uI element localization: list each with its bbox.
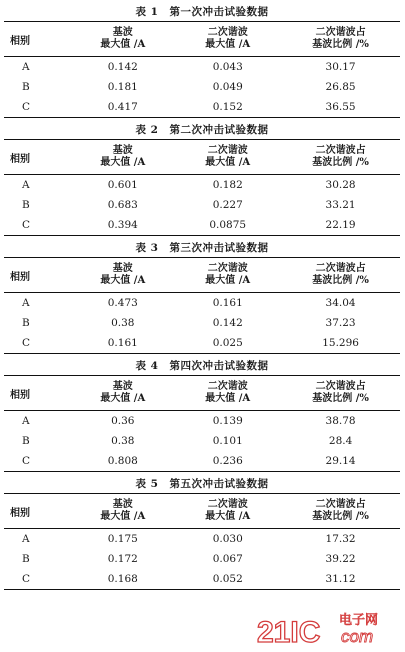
cell-second-harmonic: 0.236 <box>212 455 243 467</box>
table-row <box>4 411 400 432</box>
header-second-harmonic-line2: 最大值 /A <box>205 393 251 404</box>
watermark-logo <box>255 608 401 648</box>
header-second-harmonic-line1: 二次谐波 <box>207 263 248 274</box>
table-row <box>4 451 400 472</box>
watermark-cn: 电子网 <box>339 613 379 628</box>
table-1-block <box>4 3 400 118</box>
cell-second-harmonic: 0.227 <box>212 199 243 211</box>
header-fundamental-line1: 基波 <box>112 145 133 156</box>
watermark-number: 21IC <box>257 616 321 648</box>
header-ratio <box>281 376 400 411</box>
table-row <box>4 215 400 236</box>
header-ratio-line1: 二次谐波占 <box>315 263 366 274</box>
header-fundamental-line2: 最大值 /A <box>100 39 146 50</box>
header-ratio-line2: 基波比例 /% <box>312 157 369 168</box>
cell-second-harmonic: 0.139 <box>212 415 243 427</box>
table-header-row <box>4 258 400 293</box>
header-ratio <box>281 258 400 293</box>
cell-fundamental: 0.601 <box>107 179 138 191</box>
cell-second-harmonic: 0.182 <box>212 179 243 191</box>
cell-phase: B <box>22 317 30 329</box>
header-phase: 相别 <box>10 35 30 47</box>
header-second-harmonic-line2: 最大值 /A <box>205 275 251 286</box>
cell-phase: B <box>22 199 30 211</box>
header-phase: 相别 <box>10 271 30 283</box>
header-fundamental-line2: 最大值 /A <box>100 275 146 286</box>
cell-fundamental: 0.683 <box>107 199 138 211</box>
cell-ratio: 36.55 <box>325 101 356 113</box>
cell-phase: C <box>22 219 31 231</box>
cell-phase: A <box>22 61 30 73</box>
header-second-harmonic-line1: 二次谐波 <box>207 145 248 156</box>
header-ratio-line1: 二次谐波占 <box>315 145 366 156</box>
cell-fundamental: 0.175 <box>107 533 138 545</box>
header-ratio-line2: 基波比例 /% <box>312 511 369 522</box>
cell-ratio: 17.32 <box>325 533 356 545</box>
cell-ratio: 31.12 <box>325 573 356 585</box>
table-header-row <box>4 140 400 175</box>
table-row <box>4 97 400 118</box>
cell-phase: C <box>22 101 31 113</box>
header-second-harmonic-line2: 最大值 /A <box>205 39 251 50</box>
cell-fundamental: 0.181 <box>107 81 138 93</box>
header-ratio-line2: 基波比例 /% <box>312 393 369 404</box>
header-second-harmonic <box>174 258 281 293</box>
cell-ratio: 37.23 <box>325 317 356 329</box>
table-4-caption: 表 4 第四次冲击试验数据 <box>135 360 269 372</box>
cell-ratio: 38.78 <box>325 415 356 427</box>
header-fundamental <box>71 22 174 57</box>
header-ratio <box>281 140 400 175</box>
cell-fundamental: 0.142 <box>107 61 138 73</box>
cell-fundamental: 0.394 <box>107 219 138 231</box>
table-3-caption: 表 3 第三次冲击试验数据 <box>135 242 269 254</box>
table-1-caption: 表 1 第一次冲击试验数据 <box>135 6 269 18</box>
table-2-caption: 表 2 第二次冲击试验数据 <box>135 124 269 136</box>
table-header-row <box>4 22 400 57</box>
table-row <box>4 569 400 590</box>
table-2-block <box>4 121 400 236</box>
cell-phase: A <box>22 179 30 191</box>
header-second-harmonic-line1: 二次谐波 <box>207 381 248 392</box>
watermark-domain: com <box>341 627 374 646</box>
header-fundamental-line1: 基波 <box>112 381 133 392</box>
cell-second-harmonic: 0.030 <box>212 533 243 545</box>
cell-ratio: 30.17 <box>325 61 356 73</box>
header-ratio-line1: 二次谐波占 <box>315 381 366 392</box>
cell-second-harmonic: 0.101 <box>212 435 243 447</box>
table-5-block <box>4 475 400 590</box>
header-ratio-line2: 基波比例 /% <box>312 275 369 286</box>
table-header-row <box>4 494 400 529</box>
header-ratio <box>281 494 400 529</box>
header-ratio-line1: 二次谐波占 <box>315 499 366 510</box>
header-fundamental <box>71 376 174 411</box>
header-fundamental <box>71 140 174 175</box>
cell-phase: C <box>22 337 31 349</box>
table-5-caption: 表 5 第五次冲击试验数据 <box>135 478 269 490</box>
cell-second-harmonic: 0.043 <box>212 61 243 73</box>
cell-fundamental: 0.38 <box>111 317 135 329</box>
cell-ratio: 30.28 <box>325 179 356 191</box>
table-row <box>4 57 400 78</box>
cell-fundamental: 0.161 <box>107 337 138 349</box>
cell-second-harmonic: 0.052 <box>212 573 243 585</box>
cell-phase: A <box>22 415 30 427</box>
table-row <box>4 77 400 97</box>
header-second-harmonic <box>174 22 281 57</box>
table-row <box>4 175 400 196</box>
header-second-harmonic-line2: 最大值 /A <box>205 157 251 168</box>
table-3 <box>4 257 400 354</box>
header-fundamental-line2: 最大值 /A <box>100 511 146 522</box>
header-fundamental <box>71 258 174 293</box>
header-fundamental <box>71 494 174 529</box>
cell-fundamental: 0.36 <box>111 415 135 427</box>
table-3-block <box>4 239 400 354</box>
table-1 <box>4 21 400 118</box>
cell-second-harmonic: 0.161 <box>212 297 243 309</box>
cell-fundamental: 0.808 <box>107 455 138 467</box>
table-4-block <box>4 357 400 472</box>
cell-second-harmonic: 0.025 <box>212 337 243 349</box>
cell-ratio: 29.14 <box>325 455 356 467</box>
cell-second-harmonic: 0.142 <box>212 317 243 329</box>
header-second-harmonic <box>174 494 281 529</box>
cell-ratio: 34.04 <box>325 297 356 309</box>
table-4 <box>4 375 400 472</box>
cell-ratio: 39.22 <box>325 553 356 565</box>
cell-ratio: 22.19 <box>325 219 356 231</box>
table-row <box>4 195 400 215</box>
cell-phase: C <box>22 573 31 585</box>
cell-phase: B <box>22 81 30 93</box>
cell-fundamental: 0.168 <box>107 573 138 585</box>
cell-phase: B <box>22 553 30 565</box>
cell-phase: A <box>22 533 30 545</box>
cell-phase: C <box>22 455 31 467</box>
cell-ratio: 33.21 <box>325 199 356 211</box>
header-second-harmonic <box>174 140 281 175</box>
header-phase: 相别 <box>10 153 30 165</box>
cell-second-harmonic: 0.049 <box>212 81 243 93</box>
header-ratio-line2: 基波比例 /% <box>312 39 369 50</box>
cell-second-harmonic: 0.152 <box>212 101 243 113</box>
cell-ratio: 28.4 <box>328 435 353 447</box>
cell-fundamental: 0.417 <box>107 101 138 113</box>
table-2 <box>4 139 400 236</box>
table-row <box>4 529 400 550</box>
cell-second-harmonic: 0.067 <box>212 553 243 565</box>
cell-ratio: 26.85 <box>325 81 356 93</box>
cell-ratio: 15.296 <box>322 337 359 349</box>
document-page <box>4 0 400 590</box>
header-fundamental-line2: 最大值 /A <box>100 157 146 168</box>
header-fundamental-line1: 基波 <box>112 263 133 274</box>
table-header-row <box>4 376 400 411</box>
header-fundamental-line2: 最大值 /A <box>100 393 146 404</box>
cell-phase: B <box>22 435 30 447</box>
table-row <box>4 313 400 333</box>
cell-second-harmonic: 0.0875 <box>209 219 247 231</box>
header-phase: 相别 <box>10 389 30 401</box>
table-row <box>4 549 400 569</box>
cell-fundamental: 0.38 <box>111 435 135 447</box>
header-ratio <box>281 22 400 57</box>
header-fundamental-line1: 基波 <box>112 499 133 510</box>
header-phase: 相别 <box>10 507 30 519</box>
header-second-harmonic-line1: 二次谐波 <box>207 27 248 38</box>
header-second-harmonic-line1: 二次谐波 <box>207 499 248 510</box>
header-fundamental-line1: 基波 <box>112 27 133 38</box>
table-row <box>4 431 400 451</box>
header-second-harmonic-line2: 最大值 /A <box>205 511 251 522</box>
header-second-harmonic <box>174 376 281 411</box>
header-ratio-line1: 二次谐波占 <box>315 27 366 38</box>
table-row <box>4 333 400 354</box>
table-row <box>4 293 400 314</box>
cell-phase: A <box>22 297 30 309</box>
table-5 <box>4 493 400 590</box>
cell-fundamental: 0.473 <box>107 297 138 309</box>
cell-fundamental: 0.172 <box>107 553 138 565</box>
